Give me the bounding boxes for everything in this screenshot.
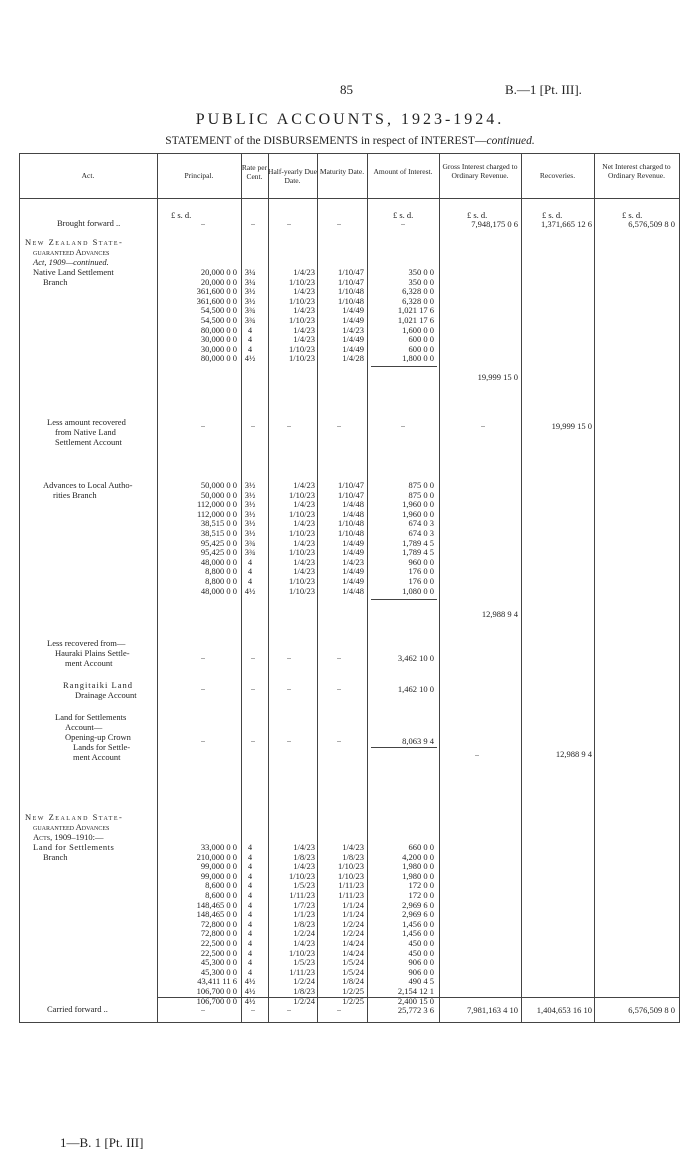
placeholder-dots: .. xyxy=(401,420,405,429)
total-rule xyxy=(157,997,680,998)
carried-forward-recoveries: 1,404,653 16 10 xyxy=(536,1005,592,1015)
page-reference: B.—1 [Pt. III]. xyxy=(505,82,582,97)
unit-gross: £ s. d. xyxy=(467,210,488,220)
header-gross: Gross Interest charged to Ordinary Revenue. xyxy=(442,162,518,180)
carried-forward-gross: 7,981,163 4 10 xyxy=(467,1005,518,1015)
table-bottom-rule xyxy=(19,1022,680,1023)
rangitaiki-label: Drainage Account xyxy=(75,690,137,700)
placeholder-dots: .. xyxy=(201,1004,205,1013)
section1-heading: guaranteed Advances xyxy=(33,247,110,257)
section1-heading: Act, 1909—continued. xyxy=(33,257,109,267)
carried-forward-amount: 25,772 3 6 xyxy=(397,1005,434,1015)
unit-principal: £ s. d. xyxy=(171,210,192,220)
rangitaiki-amount: 1,462 10 0 xyxy=(397,684,434,694)
placeholder-dots: .. xyxy=(287,420,291,429)
section1-less: Less amount recovered xyxy=(47,417,126,427)
carried-forward-net: 6,576,509 8 0 xyxy=(628,1005,675,1015)
header-amount: Amount of Interest. xyxy=(373,167,433,176)
placeholder-dots: .. xyxy=(481,420,485,429)
placeholder-dots: .. xyxy=(201,683,205,692)
section3-branch: Land for Settlements xyxy=(33,842,115,852)
section2-maturity: 1/10/47 1/10/47 1/4/48 1/4/48 1/10/48 1/10/48 1/4/49 1/4/49 1/4/23 1/4/49 1/4/49 1/4/48 xyxy=(338,480,364,596)
placeholder-dots: .. xyxy=(287,218,291,227)
subtitle-continued: continued. xyxy=(486,135,535,147)
unit-net: £ s. d. xyxy=(622,210,643,220)
placeholder-dots: .. xyxy=(337,735,341,744)
section3-heading: Acts, 1909–1910:— xyxy=(33,832,104,842)
section2-branch: Advances to Local Autho- xyxy=(43,480,133,490)
brought-forward-net: 6,576,509 8 0 xyxy=(628,219,675,229)
section3-amount: 660 0 0 4,200 0 0 1,980 0 0 1,980 0 0 172 0 0 172 0 0 2,969 6 0 2,969 6 0 1,456 0 0 1,456 0 0 450 0 0 450 0 0 906 0 0 906 0 0 490 4 5 2,154 12 1 2,400 15 0 xyxy=(397,842,434,1006)
col-line xyxy=(521,153,522,1023)
brought-forward-gross: 7,948,175 0 6 xyxy=(471,219,518,229)
section3-heading: guaranteed Advances xyxy=(33,822,110,832)
lands-label: Account— xyxy=(65,722,103,732)
placeholder-dots: .. xyxy=(251,735,255,744)
placeholder-dots: .. xyxy=(251,683,255,692)
header-rule xyxy=(19,198,680,199)
header-recoveries: Recoveries. xyxy=(539,171,576,180)
section1-recovery: 19,999 15 0 xyxy=(551,421,592,431)
placeholder-dots: .. xyxy=(251,420,255,429)
section3-principal: 33,000 0 0 210,000 0 0 99,000 0 0 99,000 0 0 8,600 0 0 8,600 0 0 148,465 0 0 148,465 0 0 72,800 0 0 72,800 0 0 22,500 0 0 22,500 0 0 45,300 0 0 45,300 0 0 43,411 11 6 106,700 0 0 106,700 0 0 xyxy=(196,842,237,1006)
section1-amount: 350 0 0 350 0 0 6,328 0 0 6,328 0 0 1,021 17 6 1,021 17 6 1,600 0 0 600 0 0 600 0 0 1,800 0 0 xyxy=(397,267,434,364)
placeholder-dots: .. xyxy=(287,683,291,692)
lands-label: Lands for Settle- xyxy=(73,742,131,752)
section3-heading: New Zealand State- xyxy=(25,812,124,822)
placeholder-dots: .. xyxy=(337,218,341,227)
brought-forward-recoveries: 1,371,665 12 6 xyxy=(541,219,592,229)
placeholder-dots: .. xyxy=(287,735,291,744)
section2-branch: rities Branch xyxy=(53,490,97,500)
placeholder-dots: .. xyxy=(251,652,255,661)
section1-gross-total: 19,999 15 0 xyxy=(477,372,518,382)
page-number: 85 xyxy=(340,82,353,97)
page-subtitle xyxy=(0,135,700,147)
section2-amount: 875 0 0 875 0 0 1,960 0 0 1,960 0 0 674 0 3 674 0 3 1,789 4 5 1,789 4 5 960 0 0 176 0 0 176 0 0 1,080 0 0 xyxy=(402,480,434,596)
page-footer: 1—B. 1 [Pt. III] xyxy=(60,1135,144,1150)
section3-maturity: 1/4/23 1/8/23 1/10/23 1/10/23 1/11/23 1/11/23 1/1/24 1/1/24 1/2/24 1/2/24 1/4/24 1/4/24 1/5/24 1/5/24 1/8/24 1/2/25 1/2/25 xyxy=(338,842,364,1006)
lands-label: Land for Settlements xyxy=(55,712,127,722)
col-line xyxy=(594,153,595,1023)
header-rate: Rate per Cent. xyxy=(241,163,268,181)
placeholder-dots: .. xyxy=(401,218,405,227)
section1-maturity: 1/10/47 1/10/47 1/10/48 1/10/48 1/4/49 1/4/49 1/4/23 1/4/49 1/4/49 1/4/28 xyxy=(338,267,364,364)
section2-principal: 50,000 0 0 50,000 0 0 112,000 0 0 112,000 0 0 38,515 0 0 38,515 0 0 95,425 0 0 95,425 0 0 48,000 0 0 8,800 0 0 8,800 0 0 48,000 0 0 xyxy=(196,480,237,596)
section2-gross-total: 12,988 9 4 xyxy=(481,609,518,619)
subtotal-rule xyxy=(371,599,437,600)
section1-less: Settlement Account xyxy=(55,437,122,447)
lands-label: Opening-up Crown xyxy=(65,732,131,742)
section2-rate: 3½ 3½ 3½ 3½ 3½ 3½ 3¾ 3¾ 4 4 4 4½ xyxy=(244,480,256,596)
table-top-rule xyxy=(19,153,680,154)
section1-due: 1/4/23 1/10/23 1/4/23 1/10/23 1/4/23 1/10/23 1/4/23 1/4/23 1/10/23 1/10/23 xyxy=(289,267,315,364)
col-line xyxy=(19,153,20,1023)
section3-due: 1/4/23 1/8/23 1/4/23 1/10/23 1/5/23 1/11/23 1/7/23 1/1/23 1/8/23 1/2/24 1/4/23 1/10/23 1/5/23 1/11/23 1/2/24 1/8/23 1/2/24 xyxy=(289,842,315,1006)
section2-due: 1/4/23 1/10/23 1/4/23 1/10/23 1/4/23 1/10/23 1/4/23 1/10/23 1/4/23 1/4/23 1/10/23 1/10/23 xyxy=(289,480,315,596)
interest-table xyxy=(19,153,680,1023)
col-line xyxy=(157,153,158,1023)
section1-less: from Native Land xyxy=(55,427,116,437)
placeholder-dots: .. xyxy=(287,1004,291,1013)
placeholder-dots: .. xyxy=(287,652,291,661)
section2-recovery: 12,988 9 4 xyxy=(555,749,592,759)
brought-forward-label: Brought forward .. xyxy=(57,218,121,228)
section2-less: ment Account xyxy=(65,658,113,668)
subtotal-rule xyxy=(371,366,437,367)
hauraki-amount: 3,462 10 0 xyxy=(397,653,434,663)
header-net: Net Interest charged to Ordinary Revenue. xyxy=(602,162,671,180)
unit-recoveries: £ s. d. xyxy=(542,210,563,220)
page-title: PUBLIC ACCOUNTS, 1923-1924. xyxy=(195,111,505,128)
unit-amount: £ s. d. xyxy=(393,210,414,220)
section1-heading: New Zealand State- xyxy=(25,237,124,247)
section1-principal: 20,000 0 0 20,000 0 0 361,600 0 0 361,600 0 0 54,500 0 0 54,500 0 0 80,000 0 0 30,000 0 0 30,000 0 0 80,000 0 0 xyxy=(196,267,237,364)
section3-branch: Branch xyxy=(43,852,68,862)
subtitle-main: STATEMENT of the DISBURSEMENTS in respect of INTEREST— xyxy=(165,135,487,147)
placeholder-dots: .. xyxy=(251,218,255,227)
placeholder-dots: .. xyxy=(475,749,479,758)
placeholder-dots: .. xyxy=(251,1004,255,1013)
placeholder-dots: .. xyxy=(337,683,341,692)
subtotal-rule xyxy=(371,747,437,748)
header-act: Act. xyxy=(81,171,95,180)
placeholder-dots: .. xyxy=(337,652,341,661)
header-principal: Principal. xyxy=(184,171,214,180)
header-maturity: Maturity Date. xyxy=(319,167,365,176)
carried-forward-label: Carried forward .. xyxy=(47,1004,108,1014)
placeholder-dots: .. xyxy=(201,218,205,227)
placeholder-dots: .. xyxy=(201,420,205,429)
placeholder-dots: .. xyxy=(337,1004,341,1013)
rangitaiki-label: Rangitaiki Land xyxy=(63,680,134,690)
section2-less: Hauraki Plains Settle- xyxy=(55,648,130,658)
col-line xyxy=(679,153,680,1023)
placeholder-dots: .. xyxy=(201,735,205,744)
placeholder-dots: .. xyxy=(337,420,341,429)
section3-rate: 4 4 4 4 4 4 4 4 4 4 4 4 4 4 4½ 4½ 4½ xyxy=(244,842,256,1006)
section2-less: Less recovered from— xyxy=(47,638,126,648)
col-line xyxy=(439,153,440,1023)
section1-rate: 3¼ 3¼ 3½ 3½ 3¾ 3¾ 4 4 4 4½ xyxy=(244,267,256,364)
lands-label: ment Account xyxy=(73,752,121,762)
lands-amount: 8,063 9 4 xyxy=(402,736,434,746)
header-due: Half-yearly Due Date. xyxy=(268,167,317,185)
section1-branch: Branch xyxy=(43,277,68,287)
placeholder-dots: .. xyxy=(201,652,205,661)
section1-branch: Native Land Settlement xyxy=(33,267,114,277)
